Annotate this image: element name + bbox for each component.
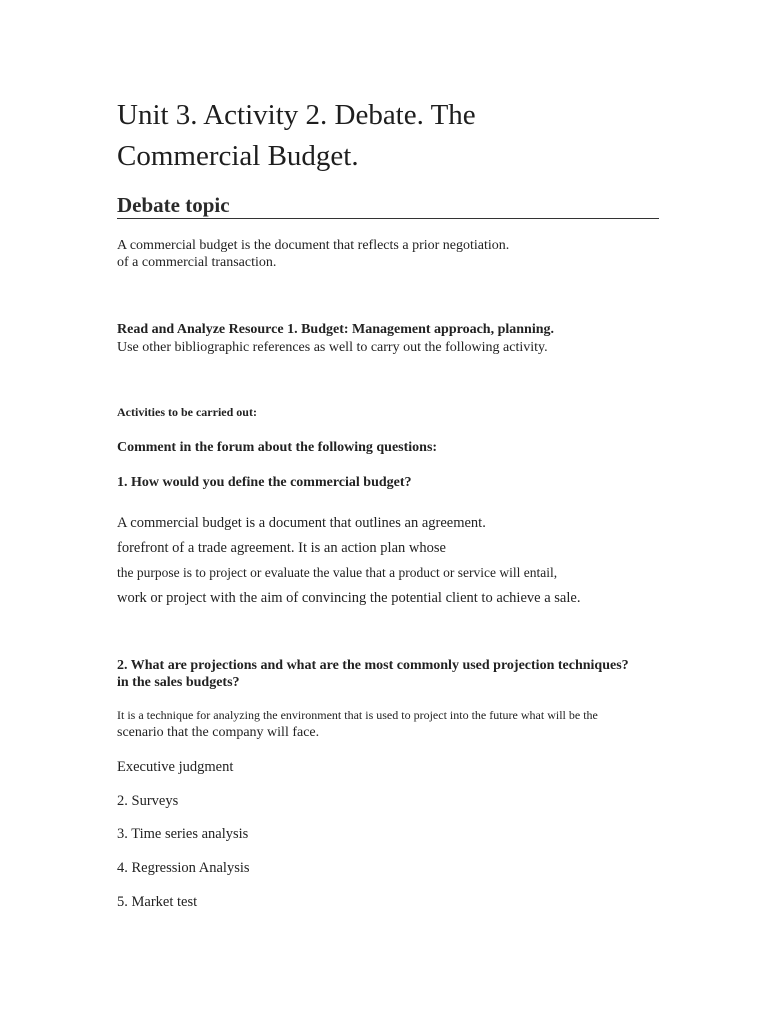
question-2-line-1: 2. What are projections and what are the most commonly used projection techniques?: [117, 658, 629, 673]
answer-1-line: the purpose is to project or evaluate the value that a product or service will entail,: [117, 565, 558, 580]
technique-item: 4. Regression Analysis: [117, 860, 250, 876]
question-1: 1. How would you define the commercial budget?: [117, 475, 412, 490]
answer-2-line-2: scenario that the company will face.: [117, 725, 320, 740]
forum-prompt: Comment in the forum about the following questions:: [117, 440, 438, 455]
resource-heading: Read and Analyze Resource 1. Budget: Management approach, planning.: [117, 322, 555, 337]
technique-item: 3. Time series analysis: [117, 826, 249, 842]
activities-label: Activities to be carried out:: [117, 405, 257, 419]
heading-rule: [117, 218, 659, 219]
technique-item: Executive judgment: [117, 759, 234, 775]
technique-item: 2. Surveys: [117, 793, 179, 809]
answer-1-line: A commercial budget is a document that outlines an agreement.: [117, 515, 486, 531]
answer-2-line-1: It is a technique for analyzing the environment that is used to project into the future what will be the: [117, 708, 598, 722]
technique-item: 5. Market test: [117, 894, 198, 910]
answer-1-line: forefront of a trade agreement. It is an action plan whose: [117, 540, 446, 556]
title-line-2: Commercial Budget.: [117, 140, 359, 172]
answer-1-line: work or project with the aim of convincing the potential client to achieve a sale.: [117, 590, 581, 606]
document-title: [117, 95, 677, 177]
topic-line-2: of a commercial transaction.: [117, 255, 277, 270]
topic-line-1: A commercial budget is the document that reflects a prior negotiation.: [117, 238, 510, 253]
title-line-1: Unit 3. Activity 2. Debate. The: [117, 99, 476, 131]
question-2-line-2: in the sales budgets?: [117, 675, 240, 690]
resource-note: Use other bibliographic references as well to carry out the following activity.: [117, 340, 548, 355]
section-heading: Debate topic: [117, 193, 230, 217]
